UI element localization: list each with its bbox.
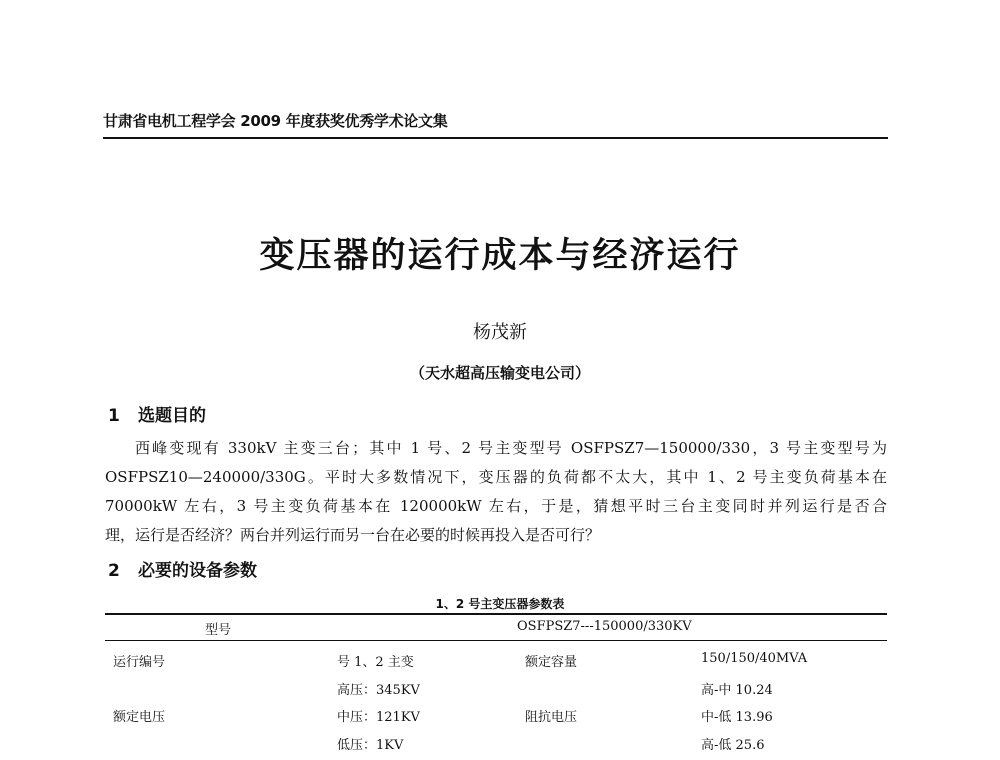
section-number: 2 <box>108 561 120 581</box>
paper-author: 杨茂新 <box>473 322 527 343</box>
run-no-value: 号 1、2 主变 <box>337 655 414 670</box>
capacity-label: 额定容量 <box>525 655 578 670</box>
paragraph-line: 70000kW 左右，3 号主变负荷基本在 120000kW 左右，于是，猜想平时三台主变同时并列运行是否合 <box>105 497 887 515</box>
table-header-rule <box>105 640 887 641</box>
voltage-low: 低压：1KV <box>337 738 404 753</box>
paragraph-line: 理，运行是否经济？两台并列运行而另一台在必要的时候再投入是否可行？ <box>105 526 601 544</box>
impedance-mid-low: 中-低 13.96 <box>701 710 773 725</box>
run-no-label: 运行编号 <box>113 655 166 670</box>
table-header-model-label: 型号 <box>205 623 232 638</box>
table-header-model-value: OSFPSZ7---150000/330KV <box>517 619 692 634</box>
section-heading-1 <box>108 401 206 426</box>
voltage-label: 额定电压 <box>113 710 166 725</box>
paper-title: 变压器的运行成本与经济运行 <box>259 235 741 276</box>
capacity-value: 150/150/40MVA <box>701 651 808 666</box>
body-paragraph <box>105 434 887 550</box>
paper-affiliation: （天水超高压输变电公司） <box>409 364 590 382</box>
section-number: 1 <box>108 406 120 426</box>
voltage-high: 高压：345KV <box>337 683 420 698</box>
impedance-high-mid: 高-中 10.24 <box>701 683 773 698</box>
section-title: 必要的设备参数 <box>138 561 257 581</box>
table-caption: 1、2 号主变压器参数表 <box>435 597 565 611</box>
impedance-label: 阻抗电压 <box>525 710 578 725</box>
table-top-rule <box>105 613 887 615</box>
impedance-high-low: 高-低 25.6 <box>701 738 765 753</box>
paragraph-line: 西峰变现有 330kV 主变三台；其中 1 号、2 号主变型号 OSFPSZ7—150000/330，3 号主变型号为 <box>135 439 887 457</box>
section-heading-2 <box>108 556 257 581</box>
paragraph-line: OSFPSZ10—240000/330G。平时大多数情况下，变压器的负荷都不太大，其中 1、2 号主变负荷基本在 <box>105 468 887 486</box>
running-head: 甘肃省电机工程学会 2009 年度获奖优秀学术论文集 <box>103 110 888 139</box>
section-title: 选题目的 <box>138 406 206 426</box>
voltage-mid: 中压：121KV <box>337 710 420 725</box>
